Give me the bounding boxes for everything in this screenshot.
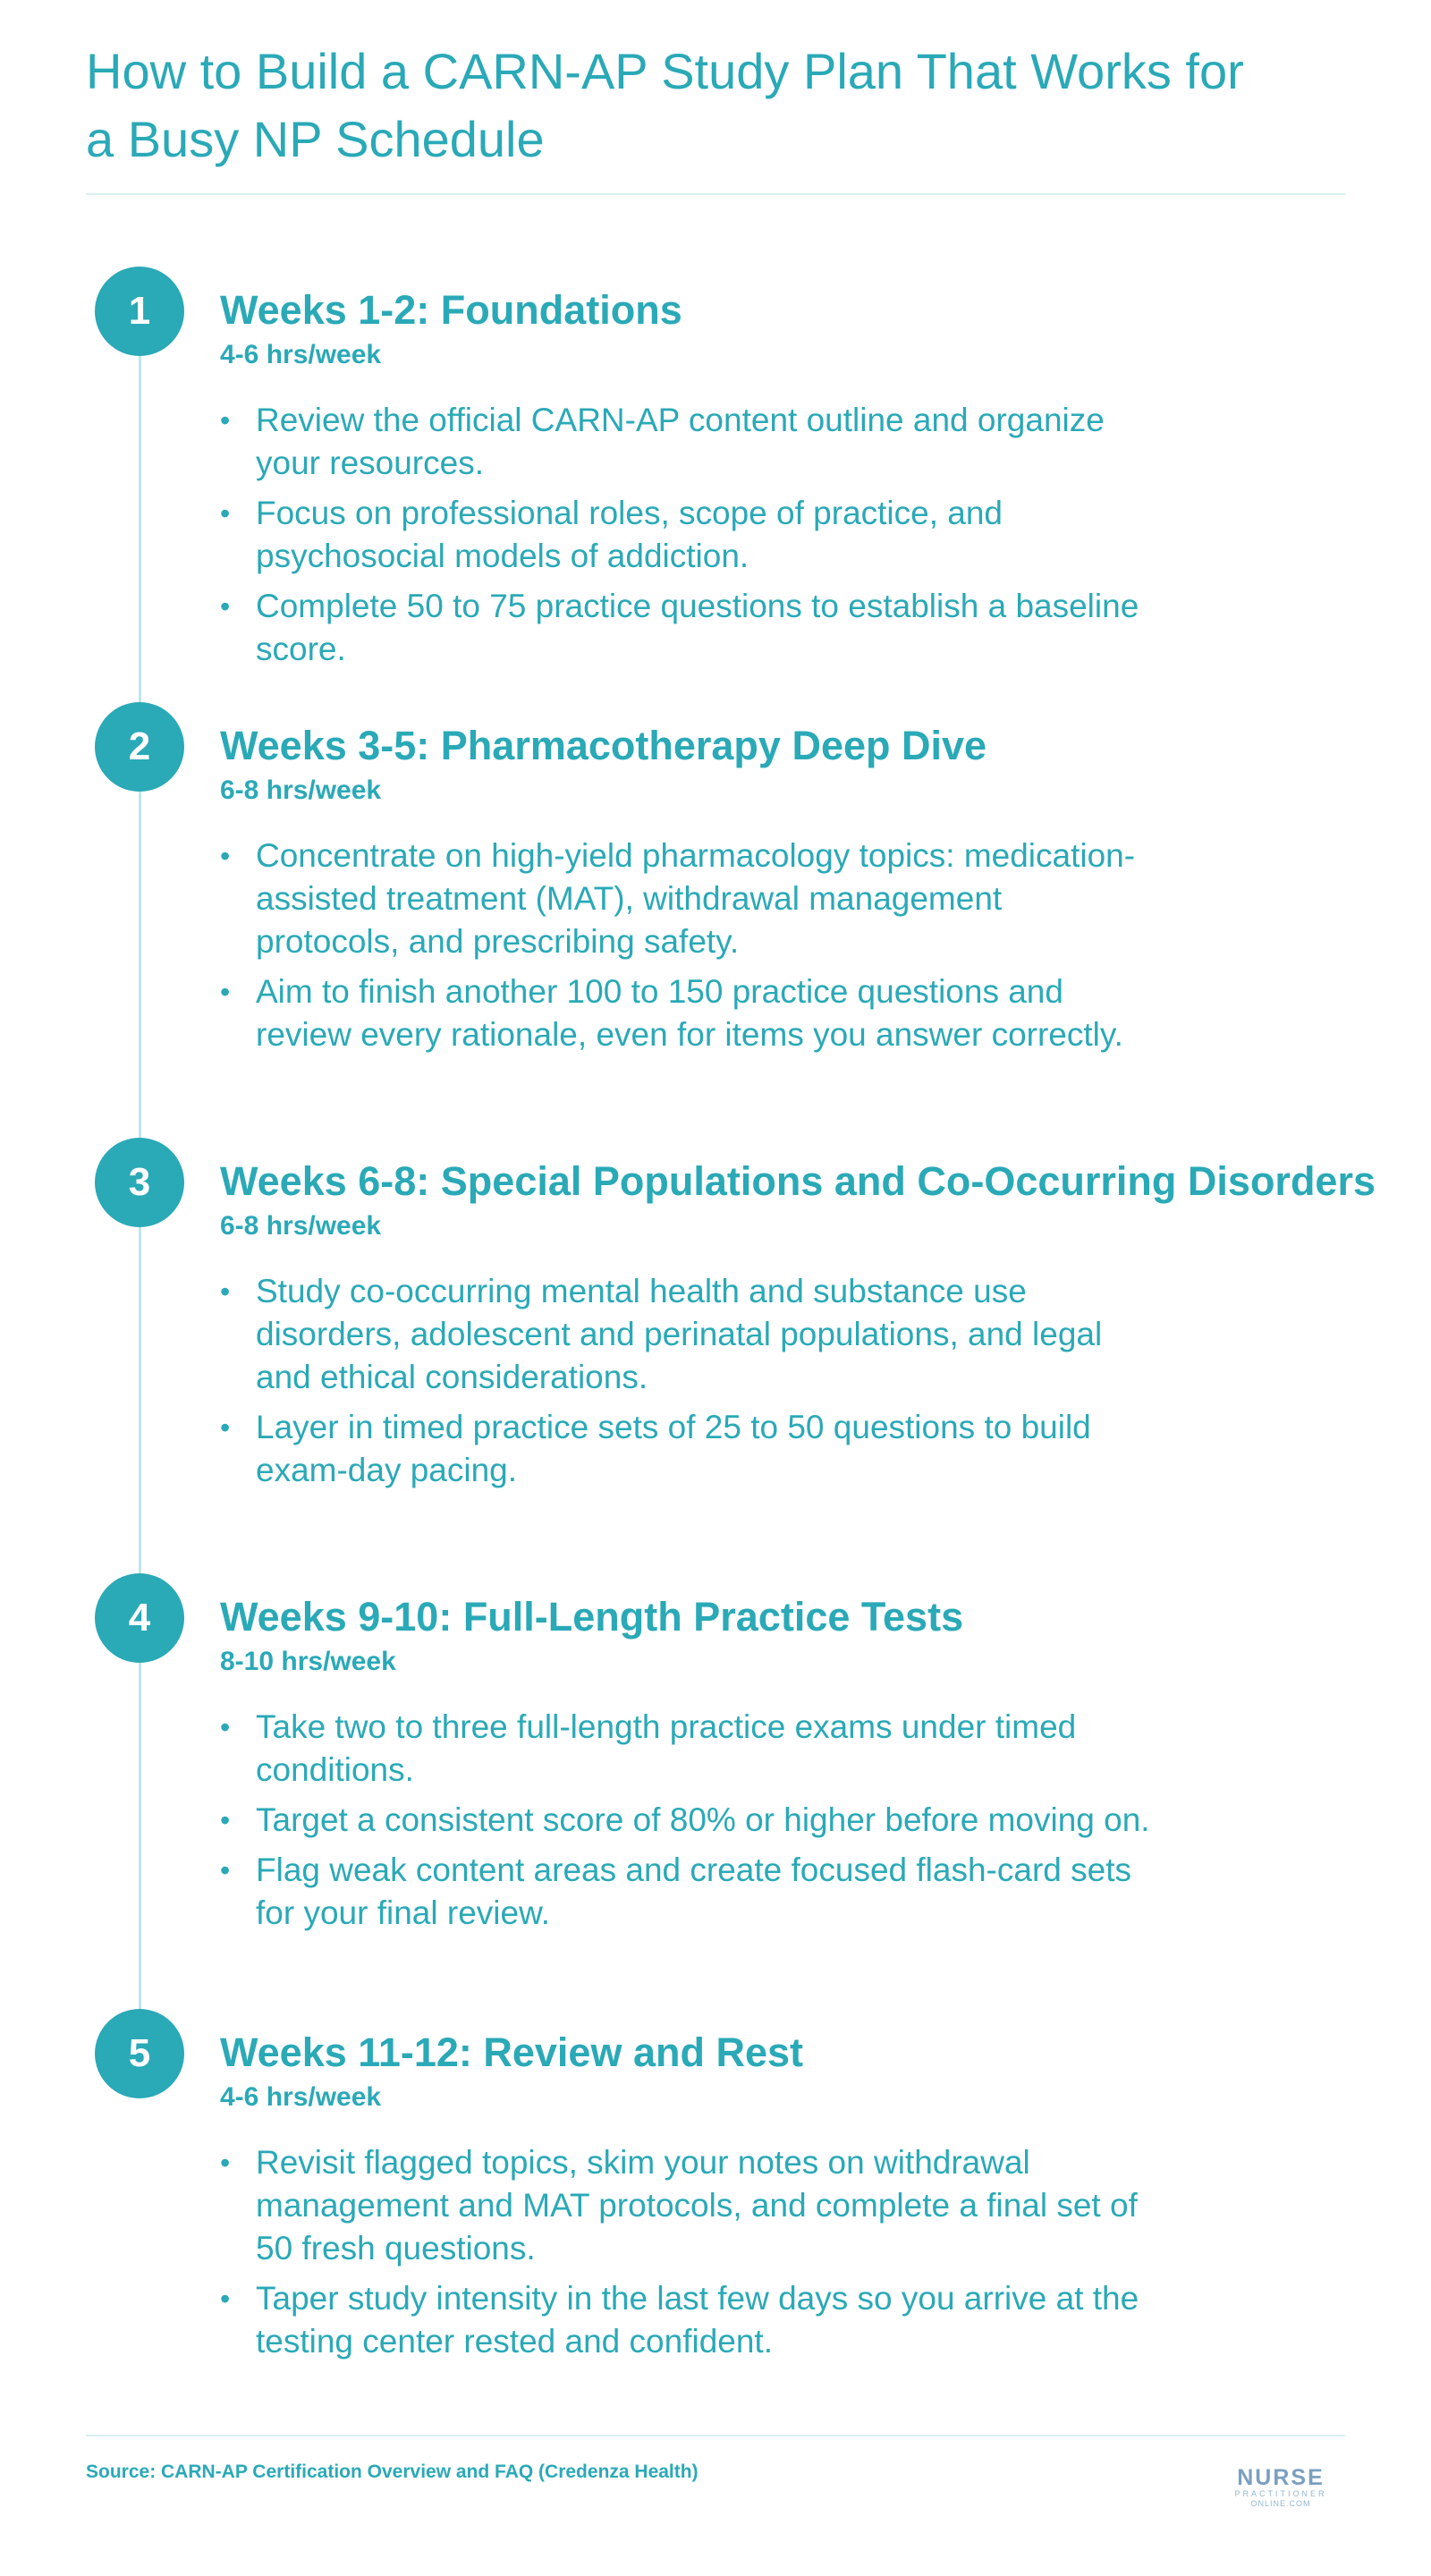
bullet-item: • Concentrate on high-yield pharmacology topics: medication-assisted treatment (MAT), withdrawal management protocols, and prescribing safety.	[220, 835, 1150, 963]
step-title: Weeks 6-8: Special Populations and Co-Occurring Disorders	[220, 1158, 1376, 1204]
step-hours: 6-8 hrs/week	[220, 775, 382, 805]
footer-divider	[86, 2435, 1345, 2436]
bullet-item: • Focus on professional roles, scope of practice, and psychosocial models of addiction.	[220, 492, 1150, 578]
bullet-item: • Flag weak content areas and create focused flash-card sets for your final review.	[220, 1849, 1150, 1935]
step-title: Weeks 1-2: Foundations	[220, 287, 682, 333]
bullet-item: • Aim to finish another 100 to 150 practice questions and review every rationale, even for items you answer correctly.	[220, 970, 1150, 1056]
step-bullet-list	[220, 1706, 1150, 1942]
step-hours: 4-6 hrs/week	[220, 2082, 382, 2112]
brand-logo	[1229, 2466, 1333, 2509]
step-number-badge: 1	[95, 267, 184, 356]
step-bullet-list	[220, 1270, 1150, 1499]
bullet-item: • Revisit flagged topics, skim your notes on withdrawal management and MAT protocols, and complete a final set of 50 fresh questions.	[220, 2141, 1150, 2270]
step-hours: 8-10 hrs/week	[220, 1647, 396, 1676]
bullet-item: • Complete 50 to 75 practice questions to establish a baseline score.	[220, 585, 1150, 671]
step-hours: 4-6 hrs/week	[220, 340, 382, 369]
step-number-badge: 4	[95, 1573, 184, 1663]
bullet-item: • Layer in timed practice sets of 25 to 50 questions to build exam-day pacing.	[220, 1406, 1150, 1492]
bullet-item: • Take two to three full-length practice exams under timed conditions.	[220, 1706, 1150, 1792]
bullet-item: • Target a consistent score of 80% or higher before moving on.	[220, 1799, 1150, 1842]
step-bullet-list	[220, 2141, 1150, 2370]
step-title: Weeks 3-5: Pharmacotherapy Deep Dive	[220, 723, 987, 768]
step-number-badge: 2	[95, 702, 184, 792]
logo-subline: PRACTITIONER	[1234, 2489, 1327, 2498]
source-citation: Source: CARN-AP Certification Overview and FAQ (Credenza Health)	[86, 2462, 699, 2482]
bullet-item: • Taper study intensity in the last few days so you arrive at the testing center rested and confident.	[220, 2277, 1150, 2363]
step-title: Weeks 9-10: Full-Length Practice Tests	[220, 1594, 964, 1640]
step-title: Weeks 11-12: Review and Rest	[220, 2029, 803, 2075]
page-title: How to Build a CARN-AP Study Plan That Works for a Busy NP Schedule	[86, 43, 1244, 167]
step-hours: 6-8 hrs/week	[220, 1211, 382, 1241]
step-number-badge: 5	[95, 2009, 184, 2098]
bullet-item: • Review the official CARN-AP content outline and organize your resources.	[220, 399, 1150, 485]
step-number-badge: 3	[95, 1138, 184, 1227]
logo-wordmark: NURSE	[1237, 2465, 1325, 2490]
header-divider	[86, 193, 1345, 195]
step-bullet-list	[220, 399, 1150, 678]
step-bullet-list	[220, 835, 1150, 1063]
logo-domain: ONLINE.COM	[1250, 2499, 1311, 2508]
bullet-item: • Study co-occurring mental health and substance use disorders, adolescent and perinatal populations, and legal and ethical considerations.	[220, 1270, 1150, 1399]
